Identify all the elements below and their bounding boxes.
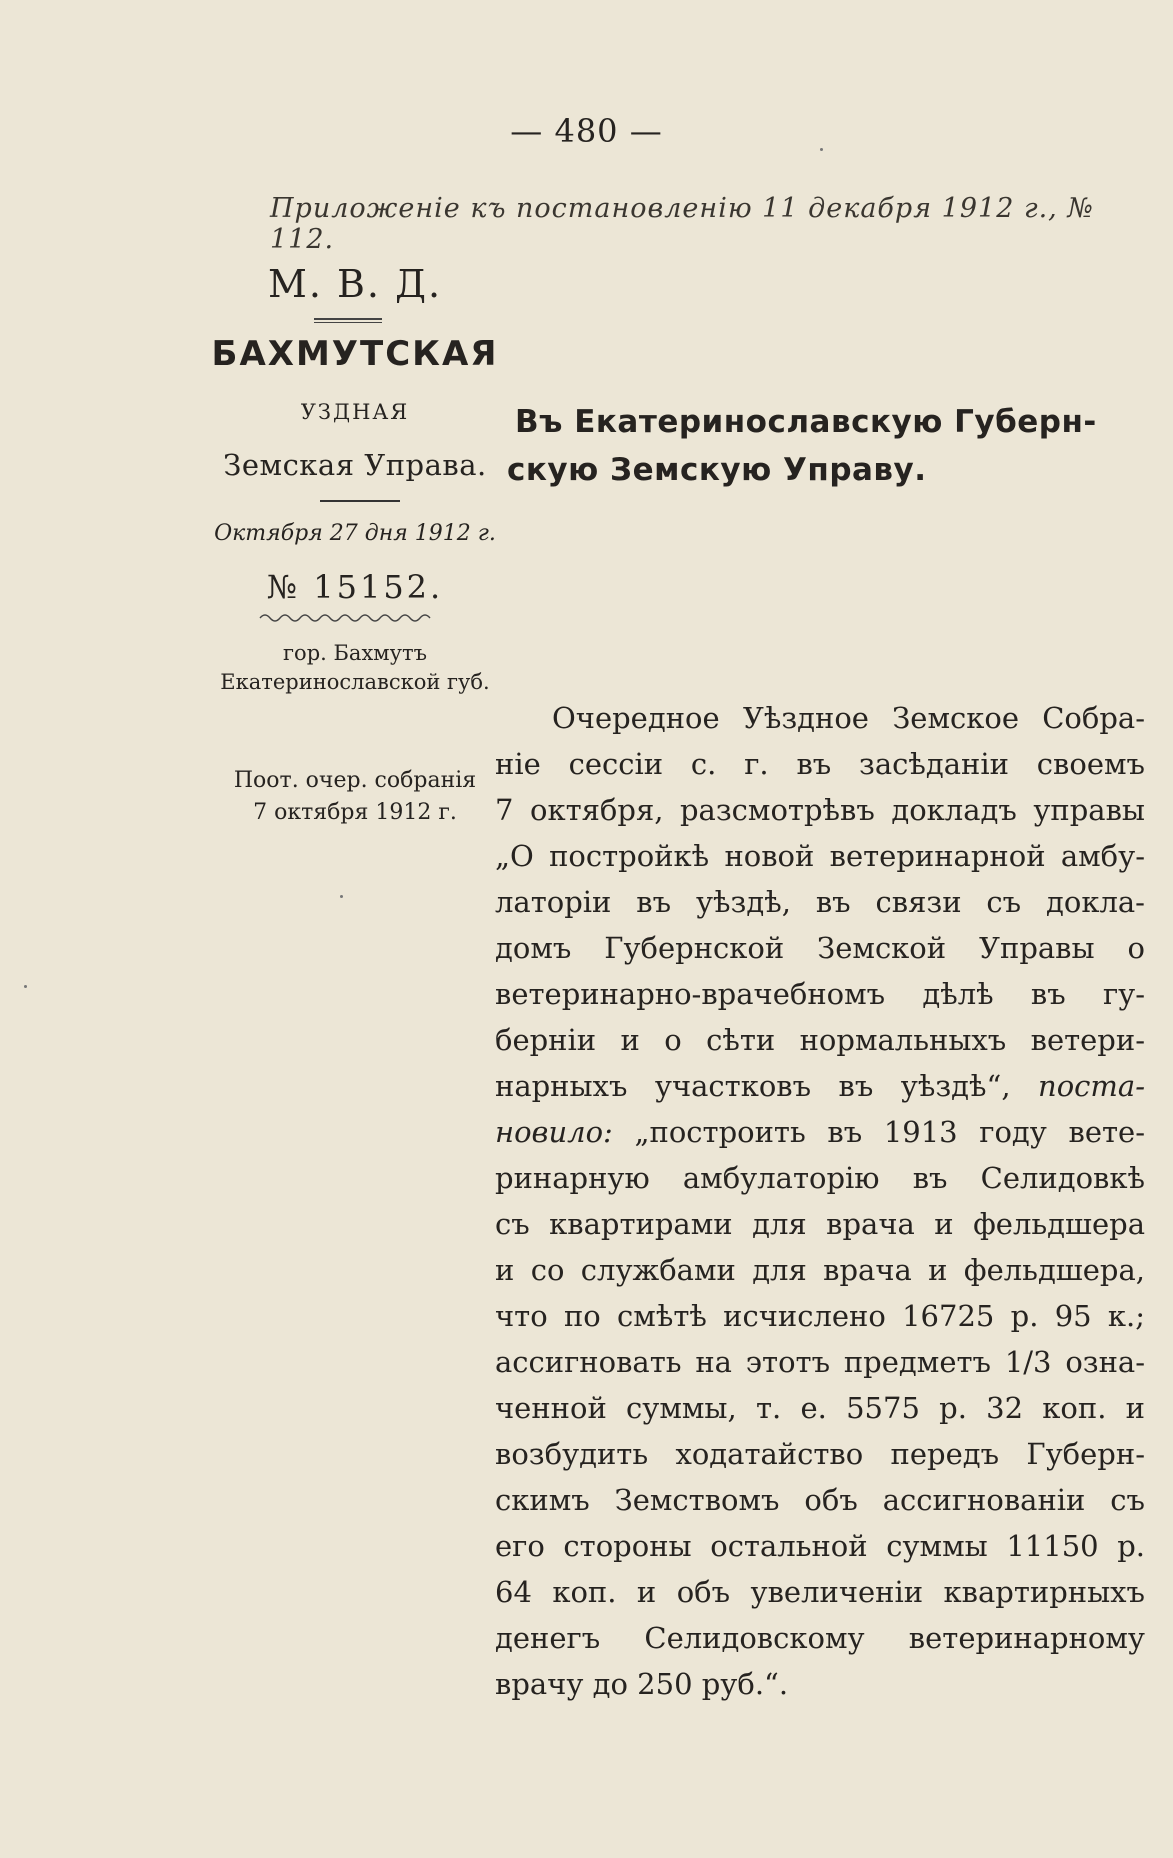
body-line: денегъ Селидовскому ветеринарному xyxy=(495,1621,1145,1655)
office-name: БАХМУТСКАЯ xyxy=(211,334,499,374)
city-line: гор. Бахмутъ xyxy=(283,641,427,665)
paper-speck xyxy=(24,985,27,988)
body-line: что по смѣтѣ исчислено 16725 р. 95 к.; xyxy=(495,1299,1145,1333)
body-line: съ квартирами для врача и фельдшера xyxy=(495,1207,1145,1241)
fraction: 1/3 xyxy=(1004,1345,1052,1379)
body-line: 7 октября, разсмотрѣвъ докладъ управы xyxy=(495,793,1145,827)
recipient-heading xyxy=(507,398,1145,494)
body-line: 64 коп. и объ увеличеніи квартирныхъ xyxy=(495,1575,1145,1609)
recipient-line: скую Земскую Управу. xyxy=(507,452,927,488)
italic-fragment: поста- xyxy=(1038,1069,1145,1103)
divider-rule xyxy=(314,318,382,320)
body-fragment: „построить въ 1913 году вете- xyxy=(634,1115,1145,1149)
body-line: ніе сессіи с. г. въ засѣданіи своемъ xyxy=(495,747,1145,781)
body-line: врачу до 250 руб.“. xyxy=(495,1667,789,1701)
body-line: его стороны остальной суммы 11150 р. xyxy=(495,1529,1145,1563)
appendix-note: Приложеніе къ постановленію 11 декабря 1912 г., № 112. xyxy=(270,193,1094,255)
body-line: и со службами для врача и фельдшера, xyxy=(495,1253,1145,1287)
body-line xyxy=(495,1109,1145,1155)
body-fragment: нарныхъ участковъ въ уѣздѣ“, xyxy=(495,1069,1011,1103)
body-line: скимъ Земствомъ объ ассигнованіи съ xyxy=(495,1483,1145,1517)
body-line: ветеринарно-врачебномъ дѣлѣ въ гу- xyxy=(495,977,1145,1011)
body-line: возбудить ходатайство передъ Губерн- xyxy=(495,1437,1145,1471)
page-number: — 480 — xyxy=(510,112,663,150)
divider-rule xyxy=(320,500,400,502)
body-line: домъ Губернской Земской Управы о xyxy=(495,931,1145,965)
italic-fragment: новило: xyxy=(495,1115,613,1149)
body-line xyxy=(495,1063,1145,1109)
office-type: УЗДНАЯ xyxy=(300,400,410,424)
body-fragment: ассигновать на этотъ предметъ xyxy=(495,1345,991,1379)
resolution-date: 7 октября 1912 г. xyxy=(253,800,457,825)
recipient-line: Въ Екатеринославскую Губерн- xyxy=(515,404,1097,440)
divider-rule xyxy=(314,322,382,323)
ministry-abbreviation: М. В. Д. xyxy=(267,262,443,306)
wavy-divider-icon xyxy=(258,612,438,624)
body-paragraph xyxy=(495,695,1145,1707)
body-line xyxy=(495,1339,1145,1385)
document-number: № 15152. xyxy=(266,568,444,606)
body-line: Очередное Уѣздное Земское Собра- xyxy=(552,701,1145,735)
body-line: латоріи въ уѣздѣ, въ связи съ докла- xyxy=(495,885,1145,919)
body-line: ринарную амбулаторію въ Селидовкѣ xyxy=(495,1161,1145,1195)
paper-speck xyxy=(340,895,343,898)
body-line: берніи и о сѣти нормальныхъ ветери- xyxy=(495,1023,1145,1057)
office-body: Земская Управа. xyxy=(223,448,487,482)
resolution-reference: Поот. очер. собранія xyxy=(233,768,477,793)
body-fragment: озна- xyxy=(1065,1345,1146,1379)
document-date: Октября 27 дня 1912 г. xyxy=(214,521,496,546)
province-line: Екатеринославской губ. xyxy=(220,670,490,694)
paper-speck xyxy=(820,148,823,151)
body-line: ченной суммы, т. е. 5575 р. 32 коп. и xyxy=(495,1391,1145,1425)
body-line: „О постройкѣ новой ветеринарной амбу- xyxy=(495,839,1145,873)
